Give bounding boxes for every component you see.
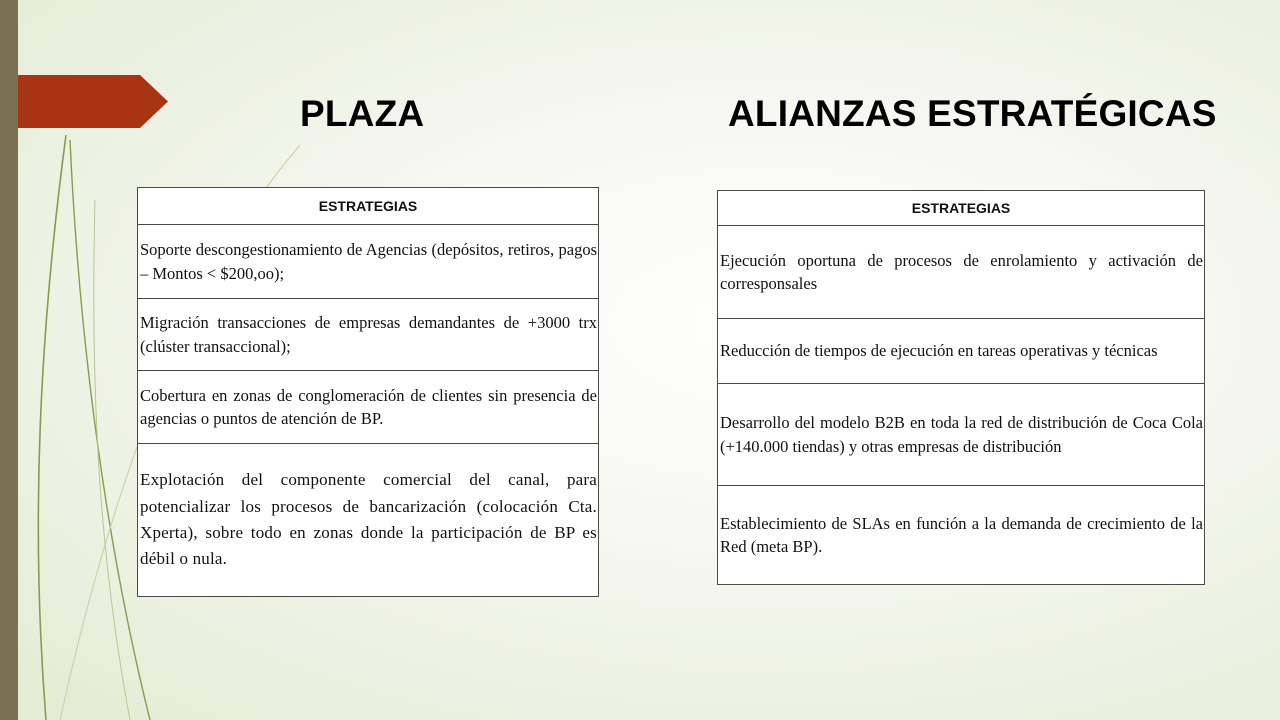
alianzas-strategies-table [717, 190, 1205, 585]
table-row [138, 371, 599, 444]
table-header-row [138, 188, 599, 225]
plaza-strategies-table [137, 187, 599, 597]
table-row [138, 299, 599, 371]
table-cell: Ejecución oportuna de procesos de enrolamiento y activación de corresponsales [718, 226, 1205, 319]
table-header: ESTRATEGIAS [718, 191, 1205, 226]
table-cell: Cobertura en zonas de conglomeración de clientes sin presencia de agencias o puntos de atención de BP. [138, 371, 599, 444]
table-cell: Explotación del componente comercial del canal, para potencializar los procesos de bancarización (colocación Cta. Xperta), sobre todo en zonas donde la participación de BP es débil o nula. [138, 444, 599, 597]
table-cell: Migración transacciones de empresas demandantes de +3000 trx (clúster transaccional); [138, 299, 599, 371]
table-cell: Soporte descongestionamiento de Agencias (depósitos, retiros, pagos – Montos < $200,oo); [138, 225, 599, 299]
accent-arrow-shape [18, 75, 168, 128]
table-cell: Desarrollo del modelo B2B en toda la red de distribución de Coca Cola (+140.000 tiendas) y otras empresas de distribución [718, 384, 1205, 486]
table-row [138, 225, 599, 299]
table-row [718, 384, 1205, 486]
plaza-title: PLAZA [300, 93, 425, 134]
table-cell: Establecimiento de SLAs en función a la demanda de crecimiento de la Red (meta BP). [718, 486, 1205, 585]
table-header: ESTRATEGIAS [138, 188, 599, 225]
left-sidebar-bar [0, 0, 18, 720]
alianzas-title: ALIANZAS ESTRATÉGICAS [728, 93, 1217, 134]
table-row [138, 444, 599, 597]
table-cell: Reducción de tiempos de ejecución en tareas operativas y técnicas [718, 319, 1205, 384]
table-row [718, 319, 1205, 384]
table-row [718, 486, 1205, 585]
table-header-row [718, 191, 1205, 226]
table-row [718, 226, 1205, 319]
